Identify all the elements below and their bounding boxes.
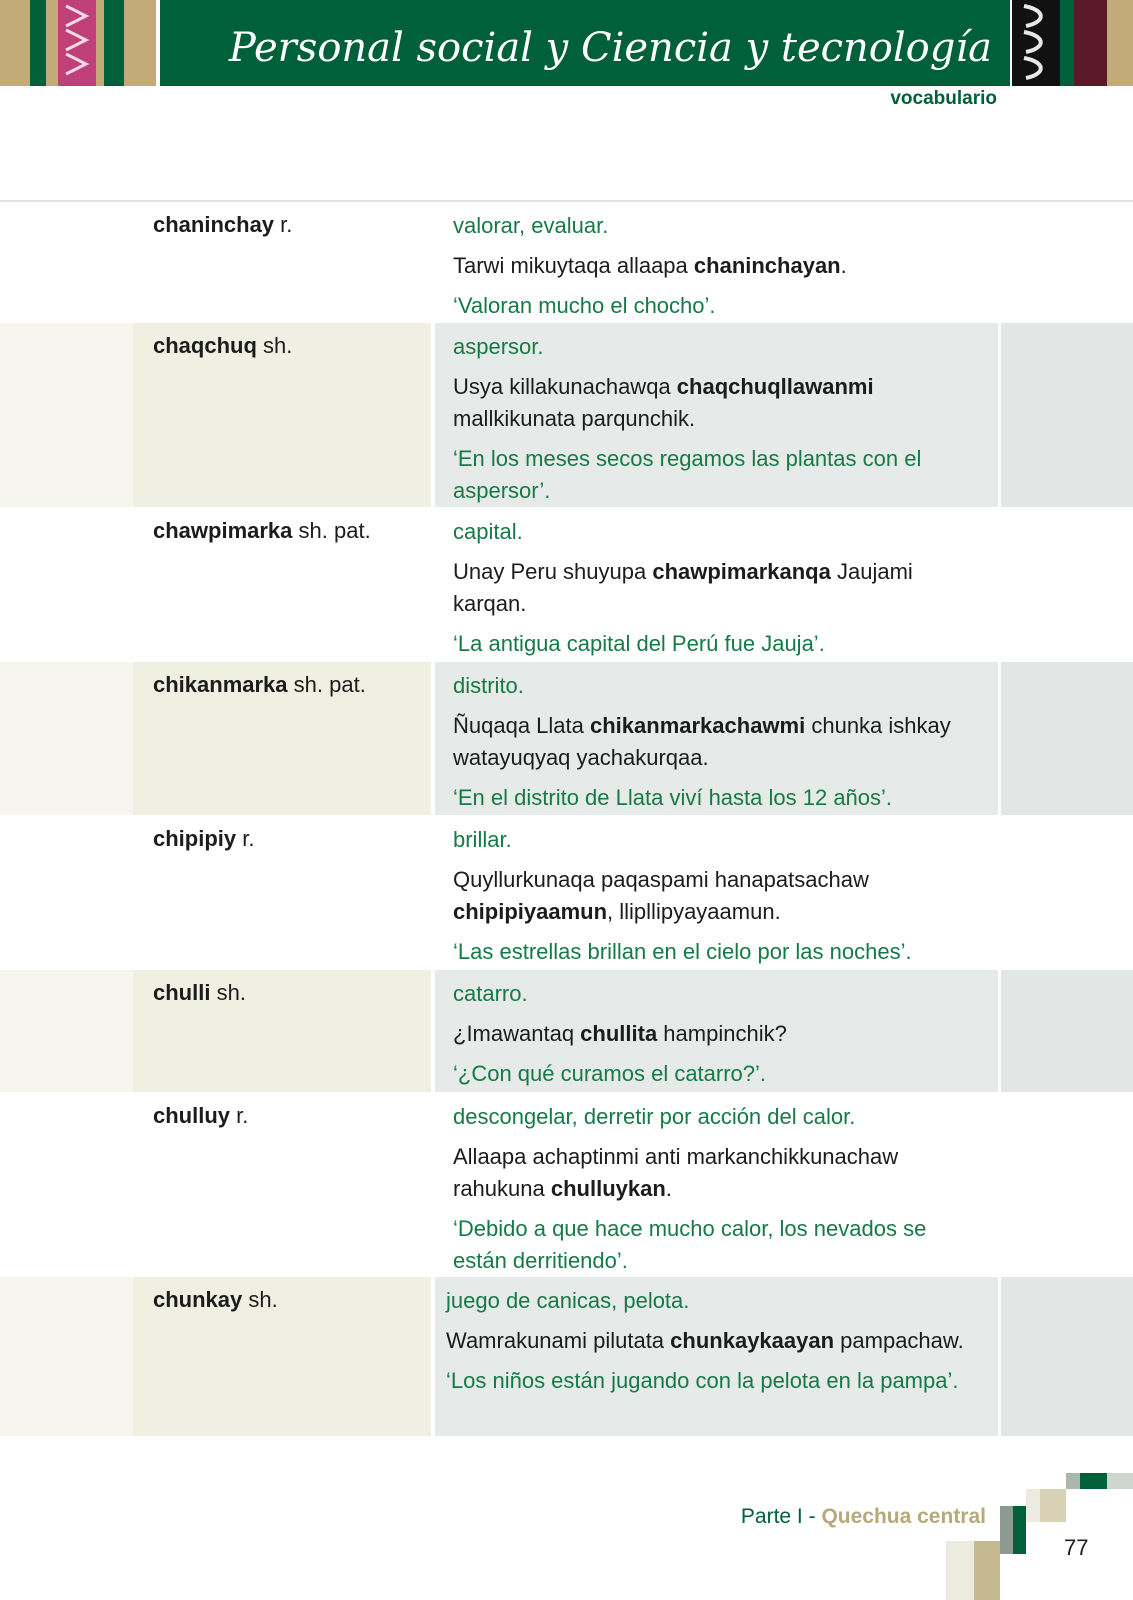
vocabulary-entry [0, 508, 1133, 661]
translation: ‘Las estrellas brillan en el cielo por las noches’. [453, 939, 912, 964]
example-text: Unay Peru shuyupa [453, 559, 653, 584]
page-header [0, 0, 1133, 86]
part-of-speech: r. [242, 826, 255, 851]
headword: chikanmarka [153, 672, 288, 697]
example-text: pampachaw. [834, 1328, 964, 1353]
header-stripe [1074, 0, 1107, 86]
gloss: valorar, evaluar. [453, 213, 609, 238]
example-text: Tarwi mikuytaqa allaapa [453, 253, 694, 278]
entry-definition [453, 1101, 983, 1285]
translation: ‘Los niños están jugando con la pelota en la pampa’. [446, 1368, 959, 1393]
entry-term [153, 333, 292, 359]
part-of-speech: sh. [263, 333, 293, 358]
header-stripe [46, 0, 58, 86]
example-keyword: chaqchuqllawanmi [676, 374, 874, 399]
gloss: catarro. [453, 981, 528, 1006]
example-keyword: chullita [580, 1021, 658, 1046]
example-sentence [453, 250, 983, 282]
entry-definition [453, 331, 983, 515]
headword: chaninchay [153, 212, 275, 237]
part-of-speech: sh. pat. [293, 672, 366, 697]
vocabulary-entry [0, 970, 1133, 1092]
example-keyword: chaninchayan [693, 253, 841, 278]
headword: chawpimarka [153, 518, 293, 543]
header-pattern-black [1012, 0, 1060, 86]
part-of-speech: r. [236, 1103, 249, 1128]
example-text: Allaapa achaptinmi anti markanchikkunachaw rahukuna [453, 1144, 899, 1201]
example-sentence [453, 1141, 983, 1205]
headword: chaqchuq [153, 333, 257, 358]
header-stripe [1107, 0, 1133, 86]
example-text: Wamrakunami pilutata [446, 1328, 671, 1353]
entry-term [153, 826, 254, 852]
vocabulary-entry [0, 1093, 1133, 1276]
part-of-speech: sh. [248, 1287, 278, 1312]
woven-pattern-icon [1012, 0, 1060, 86]
footer-part-label [741, 1505, 986, 1529]
example-sentence [453, 556, 983, 620]
entry-definition [453, 210, 983, 330]
entry-term [153, 518, 371, 544]
example-sentence [453, 710, 983, 774]
example-sentence [453, 864, 983, 928]
headword: chipipiy [153, 826, 237, 851]
example-text: . [840, 253, 847, 278]
example-keyword: chipipiyaamun [453, 899, 608, 924]
example-sentence [453, 371, 983, 435]
entry-term [153, 980, 246, 1006]
variety-label: Quechua central [821, 1505, 986, 1528]
example-text: chunka ishkay watayuqyaq yachakurqaa. [453, 713, 951, 770]
example-sentence [446, 1325, 976, 1357]
entry-term [153, 1103, 248, 1129]
example-keyword: chunkaykaayan [670, 1328, 835, 1353]
page-number: 77 [1064, 1535, 1089, 1560]
header-stripe [30, 0, 46, 86]
vocabulary-entry [0, 202, 1133, 322]
woven-pattern-icon [58, 0, 96, 86]
part-label: Parte I - [740, 1505, 822, 1528]
gloss: juego de canicas, pelota. [446, 1288, 690, 1313]
header-stripe [1060, 0, 1074, 86]
vocabulary-entry [0, 816, 1133, 969]
gloss: aspersor. [453, 334, 544, 359]
entry-term [153, 212, 292, 238]
example-text: . [665, 1176, 672, 1201]
header-stripe [124, 0, 156, 86]
entry-definition [453, 670, 983, 822]
vocabulary-entry [0, 323, 1133, 507]
header-stripe [0, 0, 30, 86]
example-sentence [453, 1018, 983, 1050]
vocabulary-entry [0, 1277, 1133, 1436]
translation: ‘Valoran mucho el chocho’. [453, 293, 716, 318]
entry-definition [453, 978, 983, 1098]
translation: ‘En el distrito de Llata viví hasta los 12 años’. [453, 785, 893, 810]
page-title: Personal social y Ciencia y tecnología [228, 25, 992, 71]
example-text: Usya killakunachawqa [453, 374, 677, 399]
entry-term [153, 1287, 278, 1313]
example-keyword: chulluykan [550, 1176, 666, 1201]
translation: ‘La antigua capital del Perú fue Jauja’. [453, 631, 825, 656]
example-text: hampinchik? [657, 1021, 787, 1046]
gloss: capital. [453, 519, 523, 544]
example-text: ¿Imawantaq [453, 1021, 581, 1046]
header-stripe [96, 0, 104, 86]
entry-definition [453, 516, 983, 668]
example-text: mallkikunata parqunchik. [453, 406, 696, 431]
example-text: Jaujami karqan. [453, 559, 913, 616]
part-of-speech: sh. [216, 980, 246, 1005]
headword: chulluy [153, 1103, 231, 1128]
example-keyword: chawpimarkanqa [652, 559, 831, 584]
headword: chulli [153, 980, 211, 1005]
header-stripe [104, 0, 124, 86]
entry-definition [453, 824, 983, 976]
translation: ‘Debido a que hace mucho calor, los nevados se están derritiendo’. [453, 1216, 927, 1273]
entry-definition [446, 1285, 976, 1405]
part-of-speech: sh. pat. [298, 518, 371, 543]
entry-term [153, 672, 366, 698]
gloss: descongelar, derretir por acción del calor. [453, 1104, 856, 1129]
part-of-speech: r. [280, 212, 293, 237]
example-keyword: chikanmarkachawmi [590, 713, 806, 738]
gloss: brillar. [453, 827, 512, 852]
example-text: Ñuqaqa Llata [453, 713, 590, 738]
example-text: , llipllipyayaamun. [607, 899, 781, 924]
vocabulary-entry [0, 662, 1133, 815]
translation: ‘En los meses secos regamos las plantas con el aspersor’. [453, 446, 922, 503]
example-text: Quyllurkunaqa paqaspami hanapatsachaw [453, 867, 869, 892]
header-pattern-magenta [58, 0, 96, 86]
translation: ‘¿Con qué curamos el catarro?’. [453, 1061, 767, 1086]
gloss: distrito. [453, 673, 524, 698]
headword: chunkay [153, 1287, 243, 1312]
section-label: vocabulario [890, 88, 997, 109]
